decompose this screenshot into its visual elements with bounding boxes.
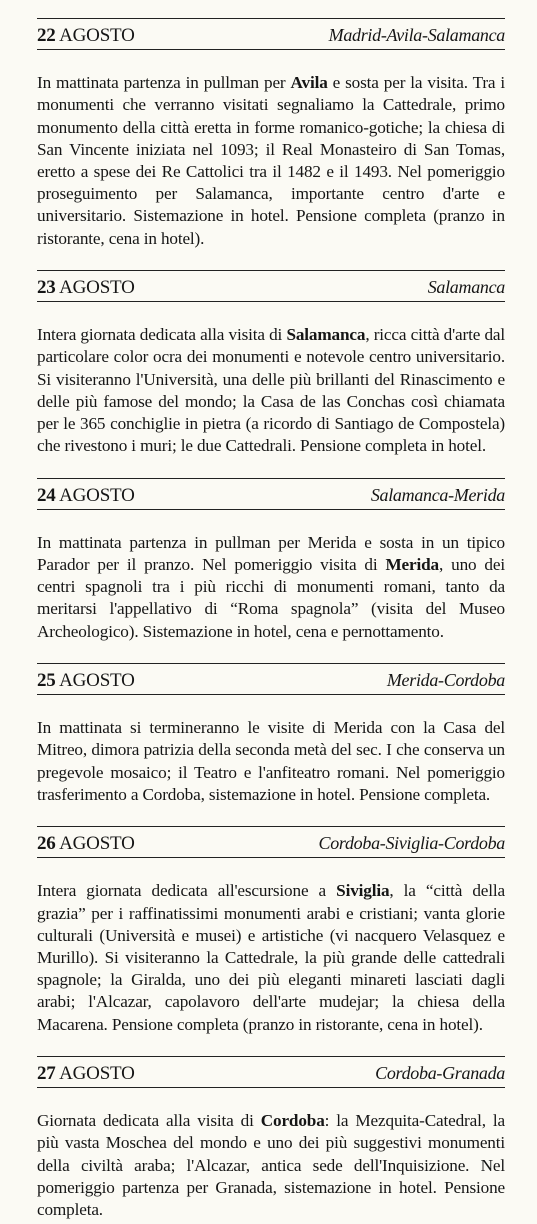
day-month: AGOSTO bbox=[59, 1062, 135, 1084]
day-month: AGOSTO bbox=[59, 25, 135, 46]
day-description bbox=[37, 67, 505, 253]
day-date bbox=[37, 670, 135, 692]
day-month: AGOSTO bbox=[59, 833, 135, 855]
day-month: AGOSTO bbox=[59, 669, 135, 691]
day-header bbox=[37, 826, 505, 858]
day-description bbox=[37, 712, 505, 809]
day-section bbox=[37, 270, 505, 460]
day-description bbox=[37, 527, 505, 646]
day-route: Salamanca bbox=[427, 277, 505, 297]
day-section bbox=[37, 826, 505, 1039]
description-text: , ricca città d'arte dal particolare color ocra dei monumenti e notevole centro universitario. Si visiteranno l'Università, una delle più brillanti del Rinascimento e delle più famose del mondo; la Casa de las Conchas così chiamata per le 365 conchiglie in pietra (a ricordo di Santiago de Compostela) che rivestono i muri; le due Cattedrali. Pensione completa in hotel. bbox=[37, 325, 506, 456]
day-route: Cordoba-Siviglia-Cordoba bbox=[318, 833, 505, 854]
day-date bbox=[37, 833, 135, 855]
day-date bbox=[37, 25, 135, 47]
day-date bbox=[37, 485, 135, 507]
day-date bbox=[37, 1063, 135, 1085]
day-description bbox=[37, 1105, 505, 1224]
description-text: Intera giornata dedicata alla visita di bbox=[37, 325, 287, 345]
day-header bbox=[37, 270, 505, 302]
highlighted-city: Siviglia bbox=[336, 881, 390, 901]
description-text: In mattinata partenza in pullman per bbox=[37, 73, 291, 93]
day-header bbox=[37, 18, 505, 50]
description-text: Giornata dedicata alla visita di bbox=[37, 1111, 261, 1131]
day-description bbox=[37, 319, 505, 460]
day-date bbox=[37, 277, 135, 299]
highlighted-city: Avila bbox=[290, 73, 328, 93]
day-month: AGOSTO bbox=[59, 484, 135, 506]
day-section bbox=[37, 663, 505, 809]
day-section bbox=[37, 18, 505, 253]
highlighted-city: Cordoba bbox=[260, 1111, 325, 1131]
description-text: e sosta per la visita. Tra i monumenti che verranno visitati segnaliamo la Cattedrale, primo monumento della città eretta in forme romanico-gotiche; la chiesa di San Vincente iniziata nel 1093; il Real Monasteiro di San Tomas, eretto a spese dei Re Cattolici tra il 1482 e il 1493. Nel pomeriggio proseguimento per Salamanca, importante centro d'arte e universitario. Sistemazione in hotel. Pensione completa (pranzo in ristorante, cena in hotel). bbox=[37, 73, 505, 248]
description-text: In mattinata si termineranno le visite di Merida con la Casa del Mitreo, dimora patrizia della seconda metà del sec. I che conserva un pregevole mosaico; il Teatro e l'anfiteatro romani. Nel pomeriggio trasferimento a Cordoba, sistemazione in hotel. Pensione completa. bbox=[37, 718, 505, 804]
day-route: Salamanca-Merida bbox=[370, 484, 505, 505]
description-text: Intera giornata dedicata all'escursione a bbox=[37, 881, 337, 901]
highlighted-city: Merida bbox=[385, 554, 439, 574]
day-route: Merida-Cordoba bbox=[386, 669, 505, 690]
day-number: 27 bbox=[37, 1062, 56, 1084]
day-header bbox=[37, 663, 505, 695]
day-route: Madrid-Avila-Salamanca bbox=[328, 25, 505, 45]
description-text: , uno dei centri spagnoli tra i più ricchi di monumenti romani, tanto da meritarsi l'appellativo di “Roma spagnola” (visita del Museo Archeologico). Sistemazione in hotel, cena e pernottamento. bbox=[37, 554, 505, 641]
day-section bbox=[37, 1056, 505, 1224]
day-description bbox=[37, 875, 505, 1038]
description-text: , la “città della grazia” per i raffinatissimi monumenti arabi e cristiani; vanta glorie culturali (Università e musei) e artistiche (vi nacquero Velasquez e Murillo). Si visiteranno la Cattedrale, la più grande delle cattedrali spagnole; la Giralda, uno dei più eleganti minareti lasciati dagli arabi; l'Alcazar, capolavoro dell'arte mudejar; la chiesa della Macarena. Pensione completa (pranzo in ristorante, cena in hotel). bbox=[37, 881, 505, 1034]
highlighted-city: Salamanca bbox=[286, 325, 366, 345]
day-header bbox=[37, 1056, 505, 1088]
day-section bbox=[37, 478, 505, 646]
day-header bbox=[37, 478, 505, 510]
day-number: 25 bbox=[37, 669, 56, 691]
description-text: : la Mezquita-Catedral, la più vasta Moschea del mondo e uno dei più suggestivi monumenti della civiltà araba; l'Alcazar, antica sede dell'Inquisizione. Nel pomeriggio partenza per Granada, sistemazione in hotel. Pensione completa. bbox=[37, 1111, 506, 1219]
day-number: 24 bbox=[37, 484, 56, 506]
day-number: 23 bbox=[37, 277, 56, 298]
day-month: AGOSTO bbox=[59, 277, 135, 298]
day-route: Cordoba-Granada bbox=[375, 1062, 505, 1083]
description-text: In mattinata partenza in pullman per Merida e sosta in un tipico Parador per il pranzo. Nel pomeriggio visita di bbox=[37, 532, 505, 574]
day-number: 26 bbox=[37, 833, 56, 855]
day-number: 22 bbox=[37, 25, 56, 46]
